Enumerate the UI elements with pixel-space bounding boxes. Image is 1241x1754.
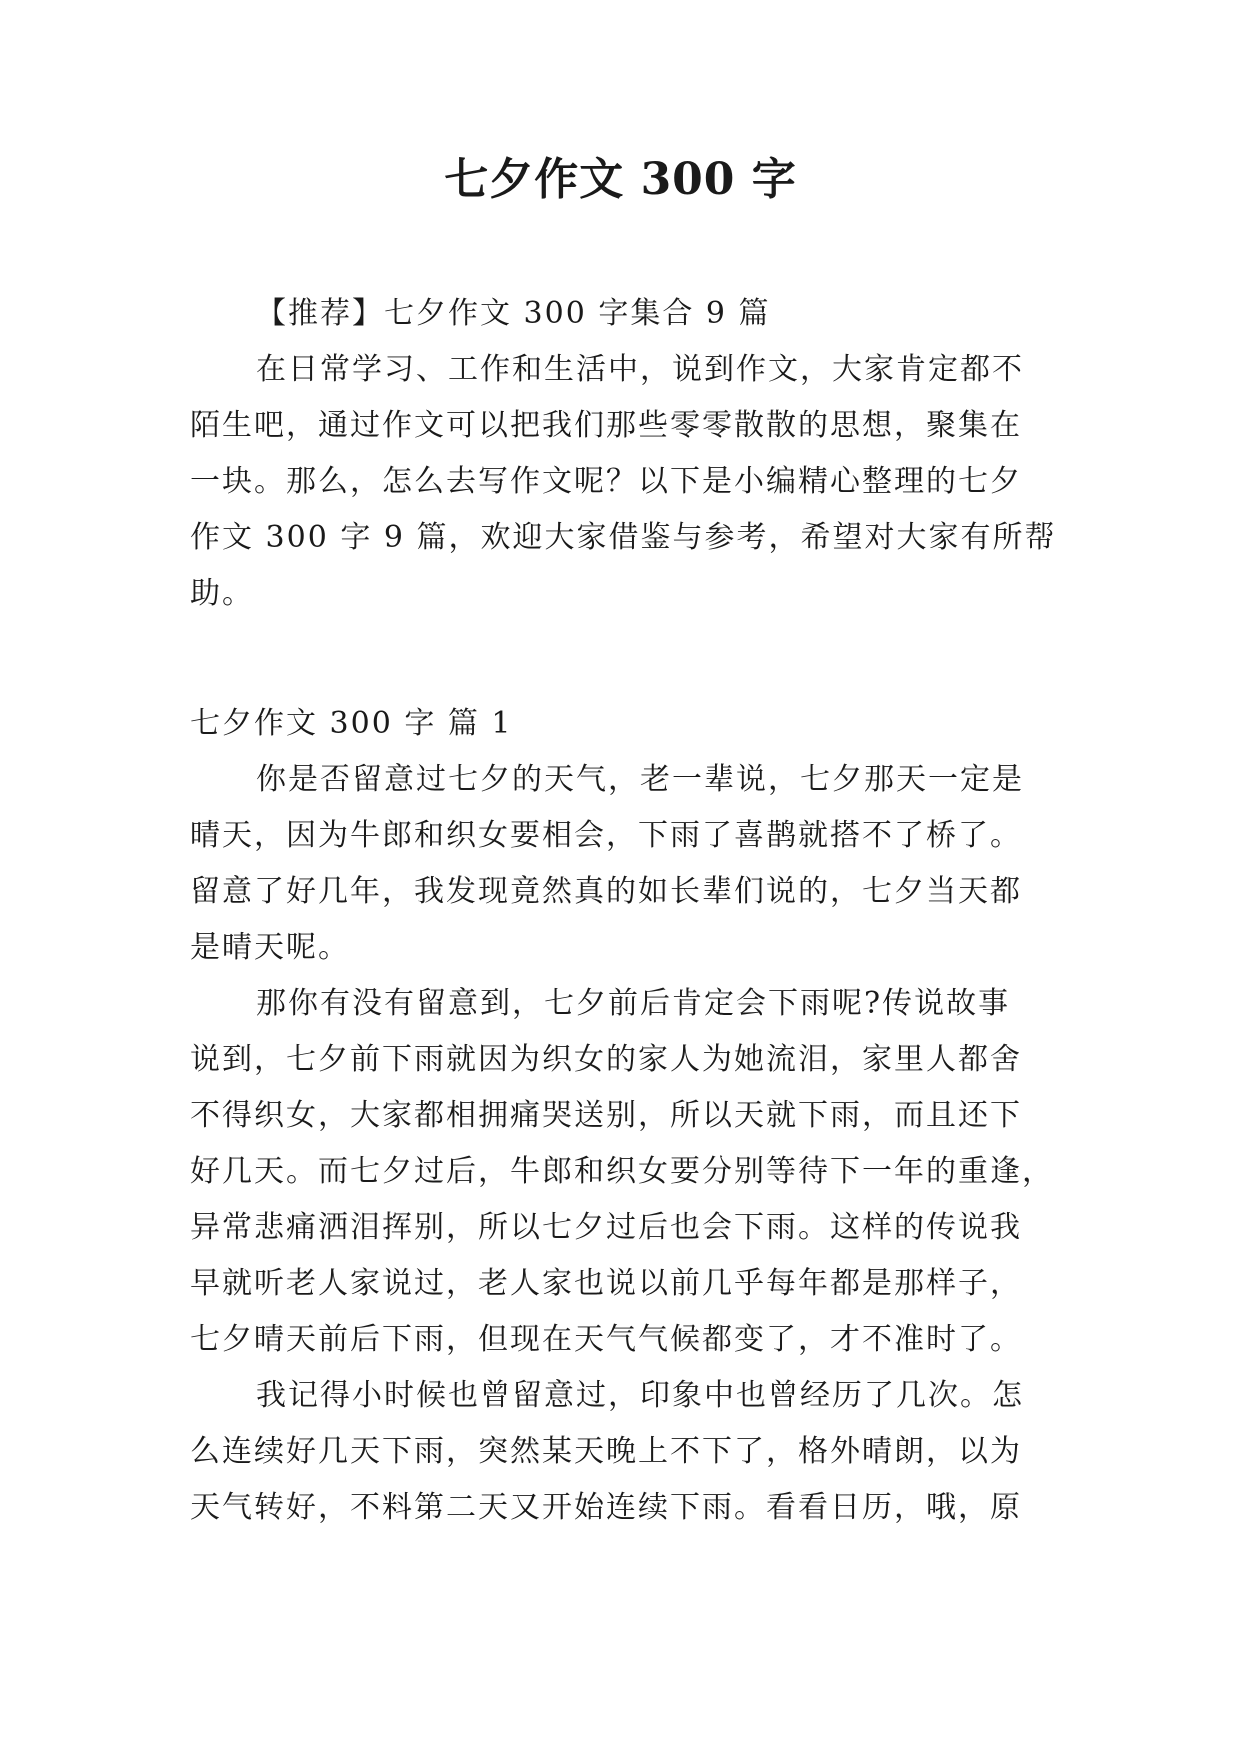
paragraph-line: 说到，七夕前下雨就因为织女的家人为她流泪，家里人都舍 (190, 1042, 1022, 1077)
section-heading: 七夕作文 300 字 篇 1 (190, 706, 513, 741)
paragraph-line: 你是否留意过七夕的天气，老一辈说，七夕那天一定是 (256, 762, 1024, 797)
paragraph-line: 早就听老人家说过，老人家也说以前几乎每年都是那样子， (190, 1266, 1022, 1301)
paragraph-line: 好几天。而七夕过后，牛郎和织女要分别等待下一年的重逢， (190, 1154, 1054, 1189)
document-body (190, 286, 1060, 1536)
paragraph-line: 晴天，因为牛郎和织女要相会，下雨了喜鹊就搭不了桥了。 (190, 818, 1022, 853)
paragraph-line: 是晴天呢。 (190, 930, 350, 965)
section-paragraph-1 (190, 752, 1060, 976)
paragraph-line: 助。 (190, 576, 254, 611)
paragraph-line: 一块。那么，怎么去写作文呢？以下是小编精心整理的七夕 (190, 464, 1022, 499)
intro-heading: 【推荐】七夕作文 300 字集合 9 篇 (256, 296, 771, 331)
paragraph-line: 留意了好几年，我发现竟然真的如长辈们说的，七夕当天都 (190, 874, 1022, 909)
paragraph-line: 作文 300 字 9 篇，欢迎大家借鉴与参考，希望对大家有所帮 (190, 520, 1057, 555)
paragraph-line: 我记得小时候也曾留意过，印象中也曾经历了几次。怎 (256, 1378, 1024, 1413)
paragraph-line: 那你有没有留意到，七夕前后肯定会下雨呢?传说故事 (256, 986, 1011, 1021)
section-spacer (190, 622, 1060, 696)
document-title: 七夕作文 300 字 (444, 154, 797, 205)
intro-paragraph (190, 342, 1060, 622)
paragraph-line: 么连续好几天下雨，突然某天晚上不下了，格外晴朗，以为 (190, 1434, 1022, 1469)
paragraph-line: 陌生吧，通过作文可以把我们那些零零散散的思想，聚集在 (190, 408, 1022, 443)
paragraph-line: 七夕晴天前后下雨，但现在天气气候都变了，才不准时了。 (190, 1322, 1022, 1357)
section-paragraph-2 (190, 976, 1060, 1368)
paragraph-line: 异常悲痛洒泪挥别，所以七夕过后也会下雨。这样的传说我 (190, 1210, 1022, 1245)
paragraph-line: 不得织女，大家都相拥痛哭送别，所以天就下雨，而且还下 (190, 1098, 1022, 1133)
section-paragraph-3 (190, 1368, 1060, 1536)
paragraph-line: 天气转好，不料第二天又开始连续下雨。看看日历，哦，原 (190, 1490, 1022, 1525)
paragraph-line: 在日常学习、工作和生活中，说到作文，大家肯定都不 (256, 352, 1024, 387)
